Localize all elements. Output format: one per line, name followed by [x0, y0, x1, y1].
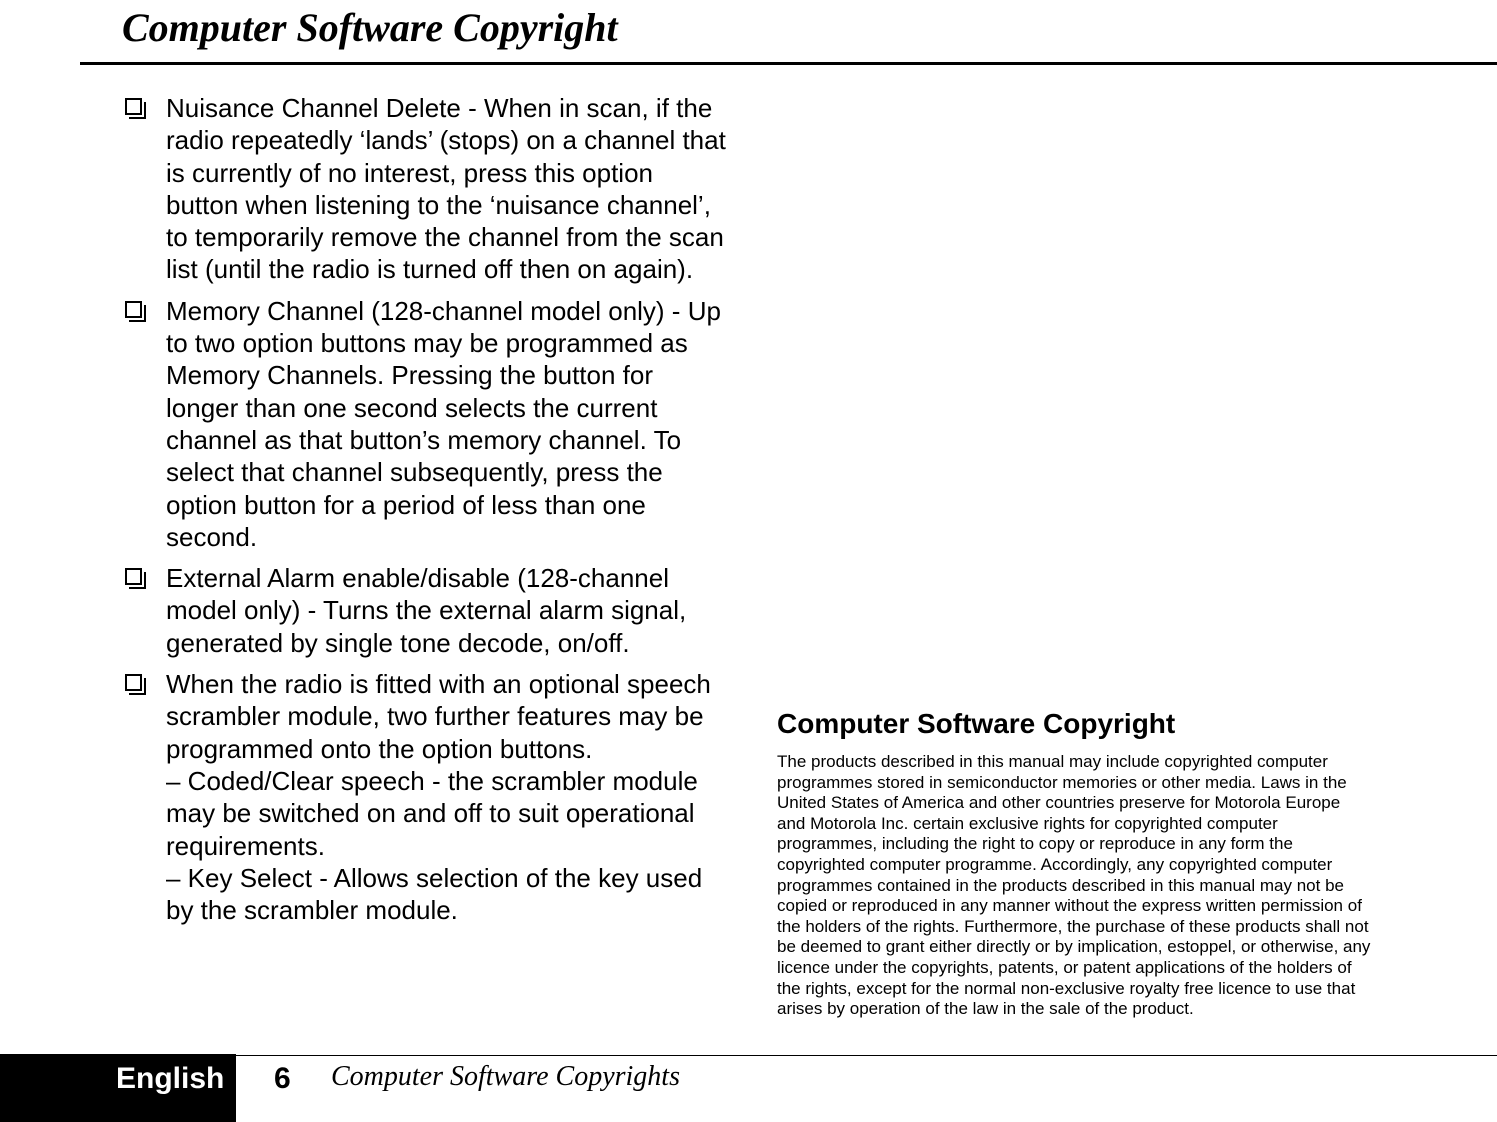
copyright-section-heading: Computer Software Copyright	[777, 708, 1176, 739]
text-line: is currently of no interest, press this option	[166, 157, 654, 188]
text-line: to two option buttons may be programmed as	[166, 328, 688, 359]
page-header-title: Computer Software Copyright	[122, 5, 618, 50]
text-line: scrambler module, two further features may be	[166, 701, 704, 732]
text-line: programmes, including the right to copy or reproduce in any form the	[777, 834, 1293, 854]
text-line: – Key Select - Allows selection of the key used	[166, 862, 703, 893]
list-item-external-alarm	[122, 562, 742, 659]
text-line: channel as that button’s memory channel. To	[166, 424, 682, 455]
text-line: When the radio is fitted with an optional speech	[166, 669, 711, 700]
copyright-section-body	[777, 752, 1427, 1020]
text-line: may be switched on and off to suit operational	[166, 798, 695, 829]
checkbox-bullet-icon	[125, 301, 142, 318]
text-line: list (until the radio is turned off then on again).	[166, 254, 694, 285]
list-item-memory-channel	[122, 295, 742, 553]
text-line: select that channel subsequently, press the	[166, 457, 663, 488]
text-line: licence under the copyrights, patents, or patent applications of the holders of	[777, 957, 1352, 977]
text-line: arises by operation of the law in the sale of the product.	[777, 999, 1194, 1019]
list-item-speech-scrambler	[122, 668, 742, 926]
option-features-list	[122, 92, 742, 935]
checkbox-bullet-icon	[125, 674, 142, 691]
checkbox-bullet-icon	[125, 568, 142, 585]
footer-page-number: 6	[274, 1062, 291, 1095]
text-line: second.	[166, 521, 258, 552]
text-line: Memory Channels. Pressing the button for	[166, 360, 654, 391]
checkbox-bullet-icon	[125, 98, 142, 115]
text-line: model only) - Turns the external alarm signal,	[166, 595, 687, 626]
text-line: button when listening to the ‘nuisance channel’,	[166, 189, 711, 220]
text-line: requirements.	[166, 830, 325, 861]
header-divider	[80, 62, 1497, 65]
list-item-nuisance-channel-delete	[122, 92, 742, 286]
text-line: by the scrambler module.	[166, 895, 458, 926]
text-line: longer than one second selects the current	[166, 392, 658, 423]
text-line: programmes contained in the products described in this manual may not be	[777, 875, 1344, 895]
text-line: Nuisance Channel Delete - When in scan, if the	[166, 93, 713, 123]
text-line: the rights, except for the normal non-exclusive royalty free licence to use that	[777, 978, 1356, 998]
text-line: generated by single tone decode, on/off.	[166, 627, 630, 658]
text-line: option button for a period of less than one	[166, 489, 646, 520]
text-line: and Motorola Inc. certain exclusive rights for copyrighted computer	[777, 813, 1278, 833]
footer-divider	[236, 1055, 1497, 1056]
text-line: United States of America and other countries preserve for Motorola Europe	[777, 793, 1341, 813]
text-line: programmed onto the option buttons.	[166, 733, 593, 764]
text-line: the holders of the rights. Furthermore, the purchase of these products shall not	[777, 916, 1369, 936]
text-line: Memory Channel (128-channel model only) - Up	[166, 295, 721, 326]
text-line: to temporarily remove the channel from the scan	[166, 222, 724, 253]
text-line: programmes stored in semiconductor memories or other media. Laws in the	[777, 772, 1347, 792]
footer-section-title: Computer Software Copyrights	[331, 1061, 680, 1092]
text-line: – Coded/Clear speech - the scrambler module	[166, 765, 698, 796]
text-line: External Alarm enable/disable (128-channel	[166, 563, 669, 594]
text-line: radio repeatedly ‘lands’ (stops) on a channel that	[166, 125, 726, 156]
text-line: copied or reproduced in any manner without the express written permission of	[777, 896, 1362, 916]
text-line: copyrighted computer programme. Accordingly, any copyrighted computer	[777, 854, 1333, 874]
text-line: The products described in this manual may include copyrighted computer	[777, 752, 1328, 771]
footer-language-label: English	[116, 1062, 225, 1095]
text-line: be deemed to grant either directly or by implication, estoppel, or otherwise, any	[777, 937, 1371, 957]
